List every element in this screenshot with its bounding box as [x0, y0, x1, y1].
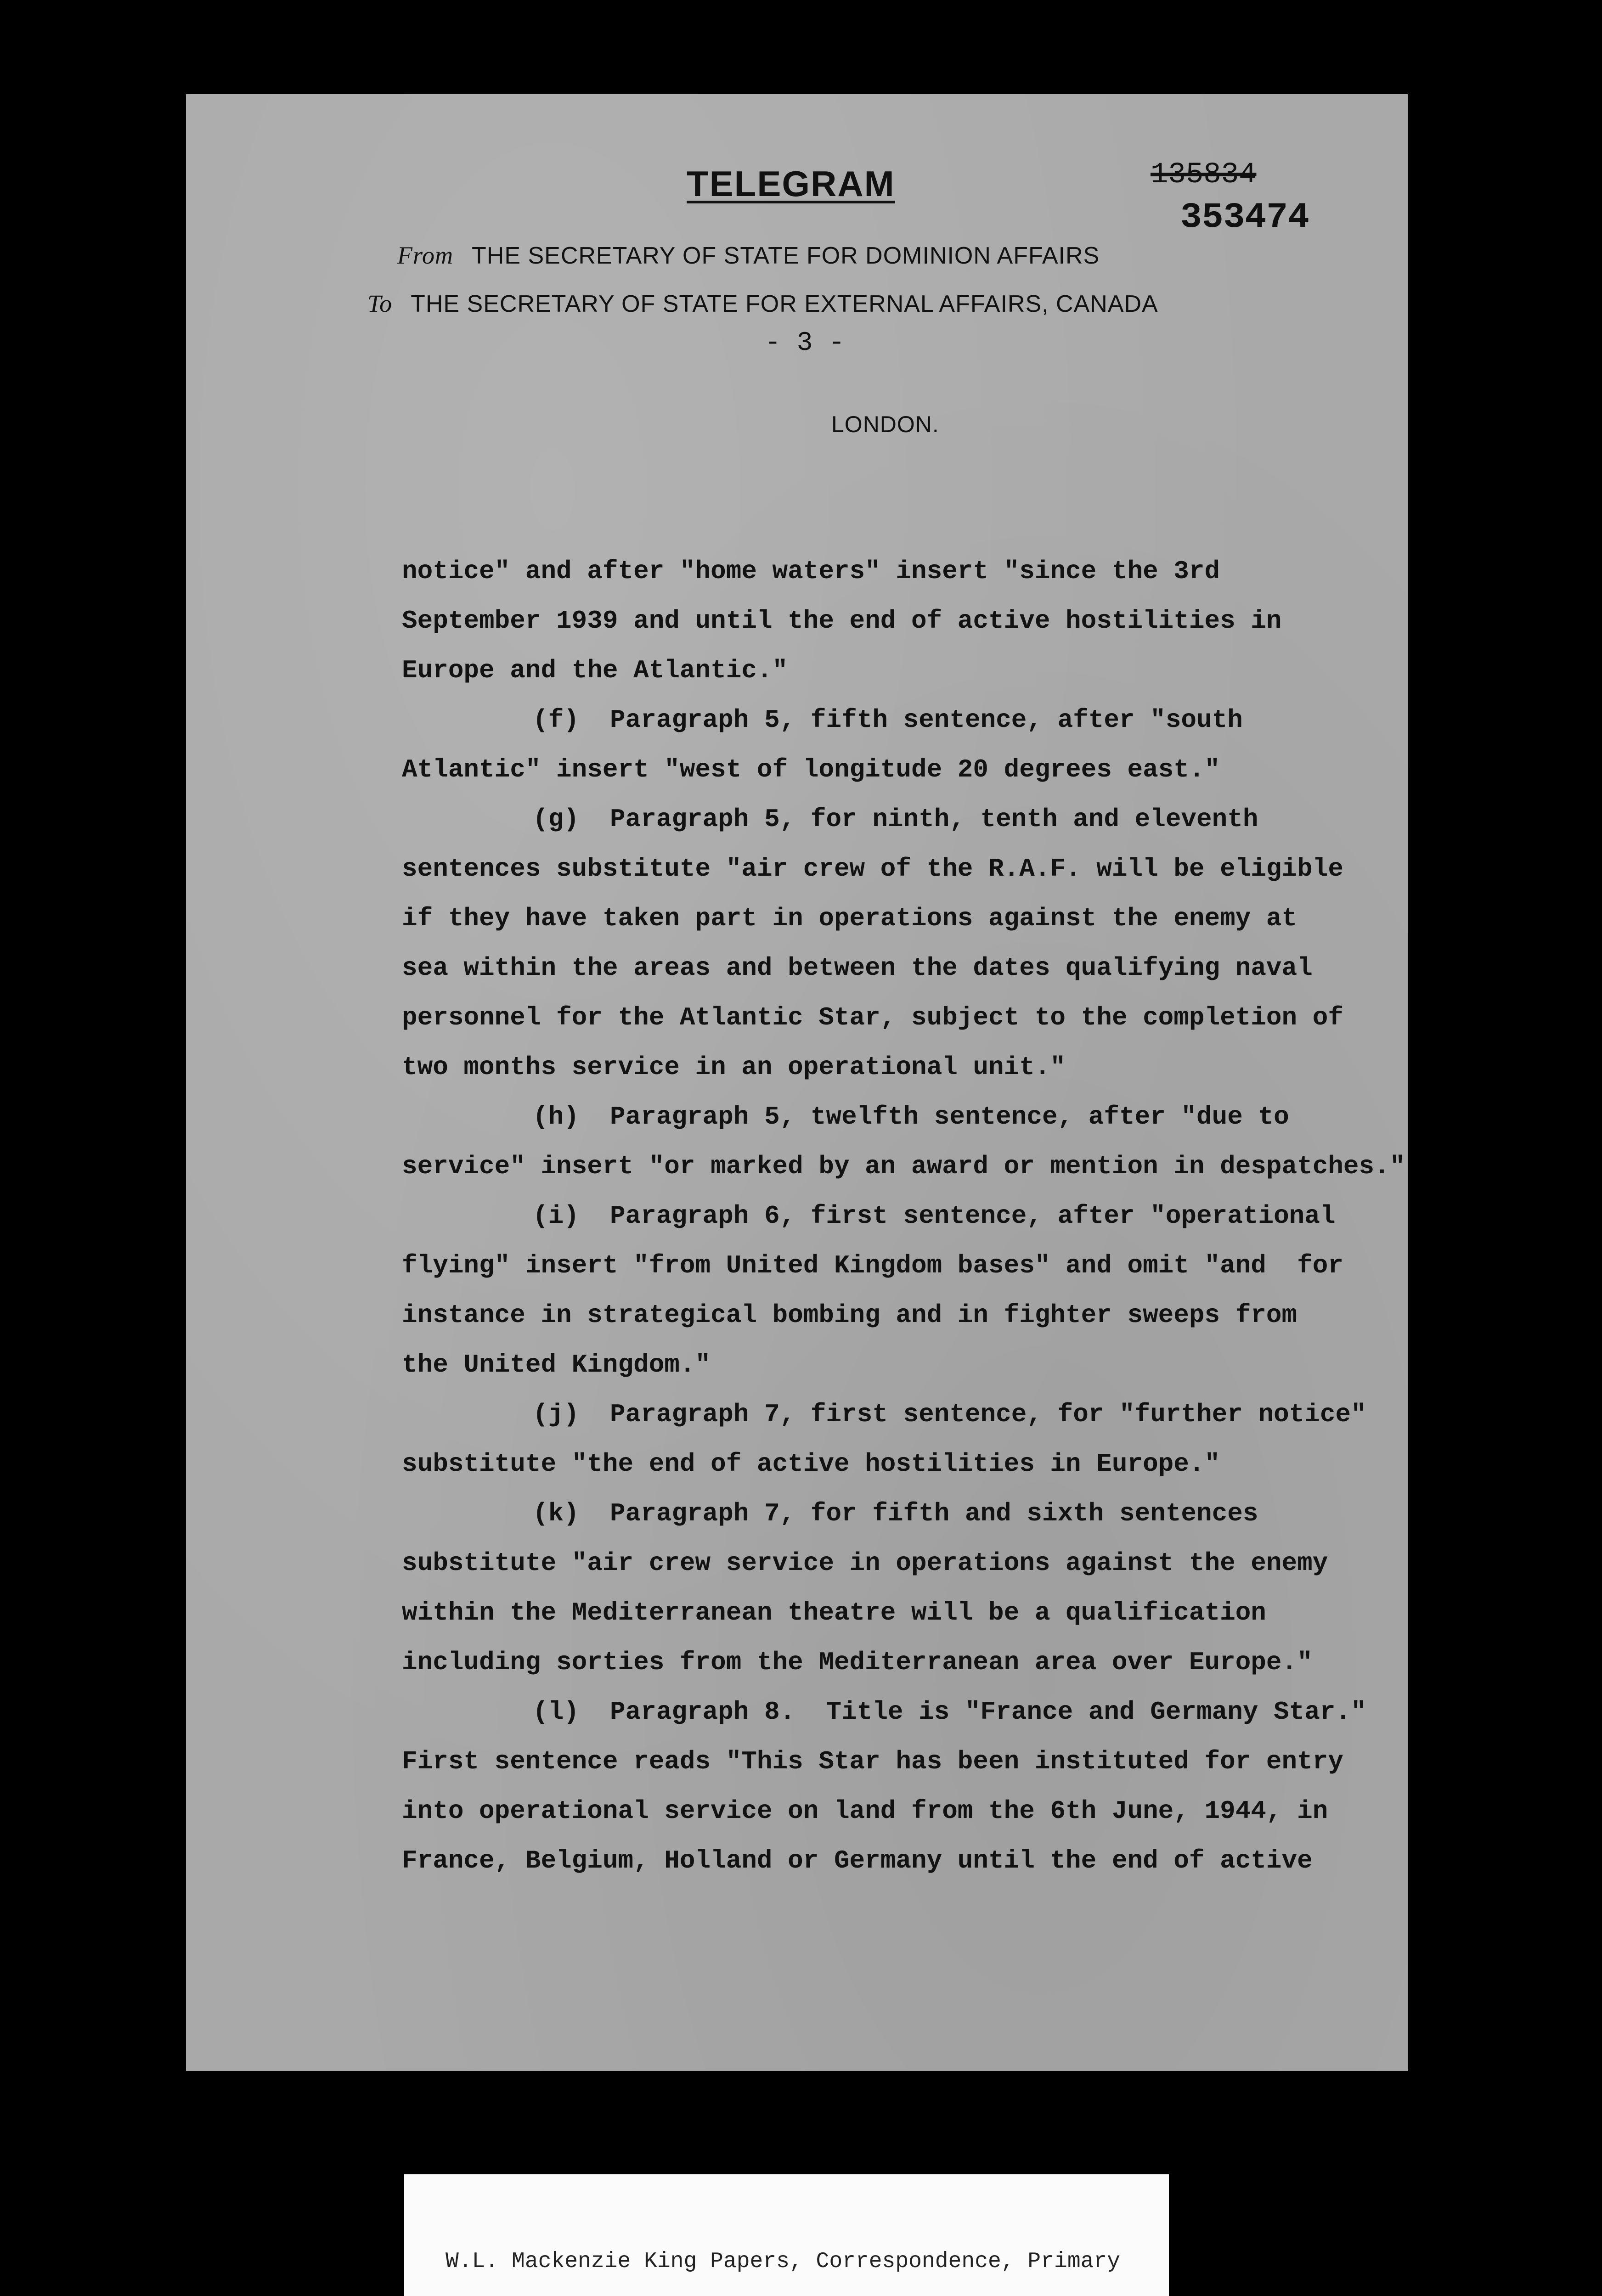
citation-line: W.L. Mackenzie King Papers, Correspondence, Primary — [446, 2249, 1121, 2274]
body-line: substitute "the end of active hostilities in Europe." — [402, 1449, 1220, 1479]
body-line: personnel for the Atlantic Star, subject to the completion of — [402, 1003, 1343, 1032]
body-line: service" insert "or marked by an award or mention in despatches." — [402, 1152, 1405, 1181]
body-line: two months service in an operational unit." — [402, 1052, 1066, 1082]
body-line: (f) Paragraph 5, fifth sentence, after "south — [533, 705, 1243, 735]
citation-box — [404, 2174, 1169, 2296]
body-line: within the Mediterranean theatre will be a qualification — [402, 1598, 1266, 1627]
body-line: (h) Paragraph 5, twelfth sentence, after "due to — [533, 1102, 1289, 1131]
body-line: notice" and after "home waters" insert "since the 3rd — [402, 557, 1220, 586]
to-label: To — [367, 290, 393, 317]
body-line: (k) Paragraph 7, for fifth and sixth sentences — [533, 1499, 1258, 1528]
body-line: (i) Paragraph 6, first sentence, after "operational — [533, 1201, 1336, 1231]
body-line: (l) Paragraph 8. Title is "France and Germany Star." — [533, 1697, 1366, 1727]
body-line: including sorties from the Mediterranean area over Europe." — [402, 1648, 1313, 1677]
to-line — [367, 289, 1158, 318]
body-line: Atlantic" insert "west of longitude 20 degrees east." — [402, 755, 1220, 784]
from-line — [397, 241, 1100, 270]
body-line: Europe and the Atlantic." — [402, 656, 788, 685]
body-line: First sentence reads "This Star has been instituted for entry — [402, 1747, 1343, 1776]
body-line: France, Belgium, Holland or Germany until the end of active — [402, 1846, 1313, 1875]
body-line: if they have taken part in operations against the enemy at — [402, 904, 1297, 933]
body-line: the United Kingdom." — [402, 1350, 711, 1379]
body-line: sentences substitute "air crew of the R.A.F. will be eligible — [402, 854, 1343, 884]
to-value: THE SECRETARY OF STATE FOR EXTERNAL AFFAIRS, CANADA — [411, 291, 1158, 317]
body-line: sea within the areas and between the dates qualifying naval — [402, 953, 1313, 983]
page-number: - 3 - — [765, 328, 845, 358]
body-line: substitute "air crew service in operations against the enemy — [402, 1548, 1328, 1578]
body-line: into operational service on land from the 6th June, 1944, in — [402, 1796, 1328, 1826]
body-line: flying" insert "from United Kingdom bases" and omit "and for — [402, 1251, 1343, 1280]
from-label: From — [397, 242, 453, 269]
struck-reference-number: 135834 — [1151, 158, 1257, 191]
telegram-sheet — [186, 94, 1408, 2071]
body-line: (j) Paragraph 7, first sentence, for "further notice" — [533, 1400, 1366, 1429]
place-line: LONDON. — [831, 411, 939, 437]
body-line: September 1939 and until the end of active hostilities in — [402, 606, 1282, 636]
telegram-title: TELEGRAM — [687, 163, 895, 204]
telegram-body — [402, 546, 1405, 1885]
body-line: (g) Paragraph 5, for ninth, tenth and eleventh — [533, 805, 1258, 834]
body-line: instance in strategical bombing and in fighter sweeps from — [402, 1300, 1297, 1330]
reference-number: 353474 — [1180, 197, 1309, 238]
from-value: THE SECRETARY OF STATE FOR DOMINION AFFAIRS — [472, 242, 1100, 269]
